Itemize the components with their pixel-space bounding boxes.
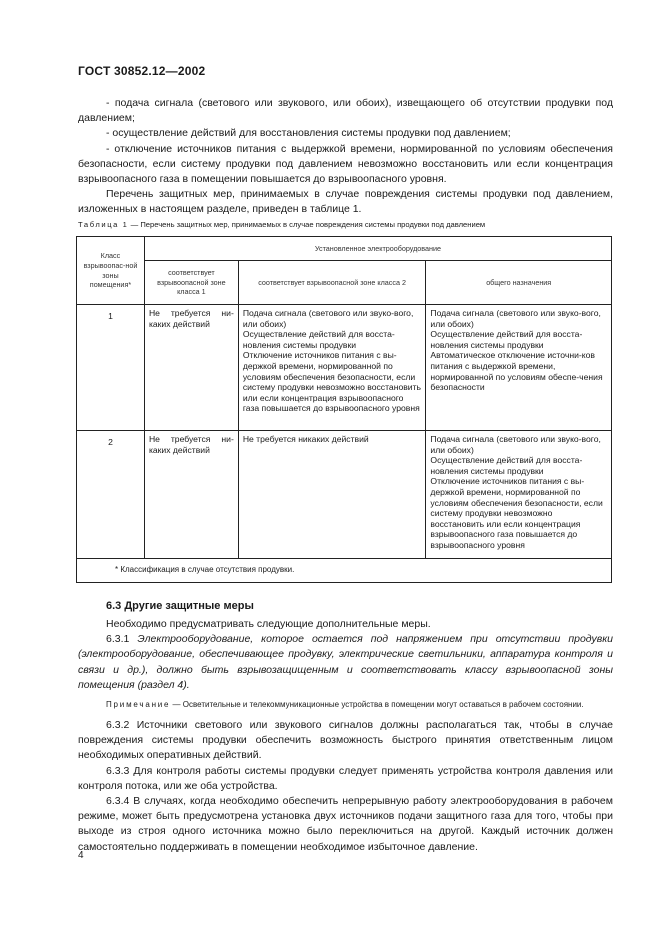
row-cell-class1: Не требуется ни-каких действий [144,305,238,431]
header-zone-class: Класс взрывоопас-ной зоны помещения* [77,237,145,305]
header-zone-class-2: соответствует взрывоопасной зоне класса 2 [238,261,426,305]
intro-text [78,96,613,218]
intro-paragraph: Перечень защитных мер, принимаемых в случае повреждения системы продувки под давлением, изложенных в настоящем разделе, приведен в таблице 1. [78,188,613,216]
document-header: ГОСТ 30852.12—2002 [78,64,206,78]
intro-paragraph: - отключение источников питания с выдержкой времени, нормированной по условиям обеспечения безопасности, если систему продувки под давлением невозможно восстановить или если концентрация взрывоопасного газа в помещении повышается до взрывоопасного уровня. [78,142,613,186]
table-caption [78,220,618,229]
header-general-purpose: общего назначения [426,261,612,305]
row-cell-class1: Не требуется ни-каких действий [144,431,238,559]
page-number: 4 [78,850,84,861]
row-cell-general: Подача сигнала (светового или звуко-вого, или обоих) Осуществление действий для восста-новления системы продувки Автоматическое отключение источни-ков питания с выдержкой времени, нормированной по условиям обеспе-чения безопасности [426,305,612,431]
clause-number: 6.3.1 [106,633,138,646]
protection-measures-table [76,236,612,583]
section-heading: 6.3 Другие защитные меры [106,600,254,612]
paragraph-6-3-1 [78,632,613,693]
table-row [77,431,612,559]
header-installed-equipment: Установленное электрооборудование [144,237,611,261]
paragraph-6-3-2: 6.3.2 Источники светового или звукового сигналов должны располагаться так, чтобы в случае повреждения системы продувки обеспечить возможность быстрого принятия ответственным лицом необходимых оперативных действий. [78,719,613,762]
intro-paragraph: - осуществление действий для восстановления системы продувки под давлением; [106,127,511,140]
table-caption-label: Таблица 1 [78,220,129,229]
row-cell-class2: Не требуется никаких действий [238,431,426,559]
paragraph-6-3-3: 6.3.3 Для контроля работы системы продувки следует применять устройства контроля давления или контроля потока, или же оба устройства. [78,764,613,792]
table-footnote: * Классификация в случае отсутствия продувки. [77,559,612,583]
header-zone-class-1: соответствует взрывоопасной зоне класса 1 [144,261,238,305]
clause-text: Электрооборудование, которое остается под напряжением при отсутствии продувки (электрооборудование, обеспечивающее продувку, электрические светильники, аппаратура контроля и связи и др.), должно быть взрывозащищенным и соответствовать классу взрывоопасной зоны помещения (раздел 4). [78,633,613,691]
note [78,699,613,710]
note-label: Примечание [106,700,171,710]
paragraph-6-3-4: 6.3.4 В случаях, когда необходимо обеспечить непрерывную работу электрооборудования в рабочем режиме, может быть предусмотрена установка двух источников подачи защитного газа для того, чтобы при выходе из строя одного источника можно было переключиться на другой. Каждый источник должен самостоятельно поддерживать в помещении необходимое избыточное давление. [78,795,613,853]
row-zone-class: 2 [77,431,145,559]
table-row [77,305,612,431]
row-cell-class2: Подача сигнала (светового или звуко-вого, или обоих) Осуществление действий для восста-новления системы продувки Отключение источников питания с вы-держкой времени, нормированной по условиям обеспечения безопасности, если систему продувки невозможно восстановить или если концентрация взрывоопасного газа повышается до взрывоопасного уровня [238,305,426,431]
intro-paragraph: - подача сигнала (светового или звукового, или обоих), извещающего об отсутствии продувки под давлением; [78,97,613,125]
row-zone-class: 1 [77,305,145,431]
note-text: — Осветительные и телекоммуникационные устройства в помещении могут оставаться в рабочем состоянии. [170,700,584,710]
table-caption-text: — Перечень защитных мер, принимаемых в случае повреждения системы продувки под давлением [128,220,486,229]
row-cell-general: Подача сигнала (светового или звуко-вого, или обоих) Осуществление действий для восста-новления системы продувки Отключение источников питания с вы-держкой времени, нормированной по условиям обеспечения безопасности, если систему продувки невозможно восстановить или если концентрация взрывоопасного газа повышается до взрывоопасного уровня [426,431,612,559]
paragraph: Необходимо предусматривать следующие дополнительные меры. [106,618,431,630]
section-body [78,617,613,855]
